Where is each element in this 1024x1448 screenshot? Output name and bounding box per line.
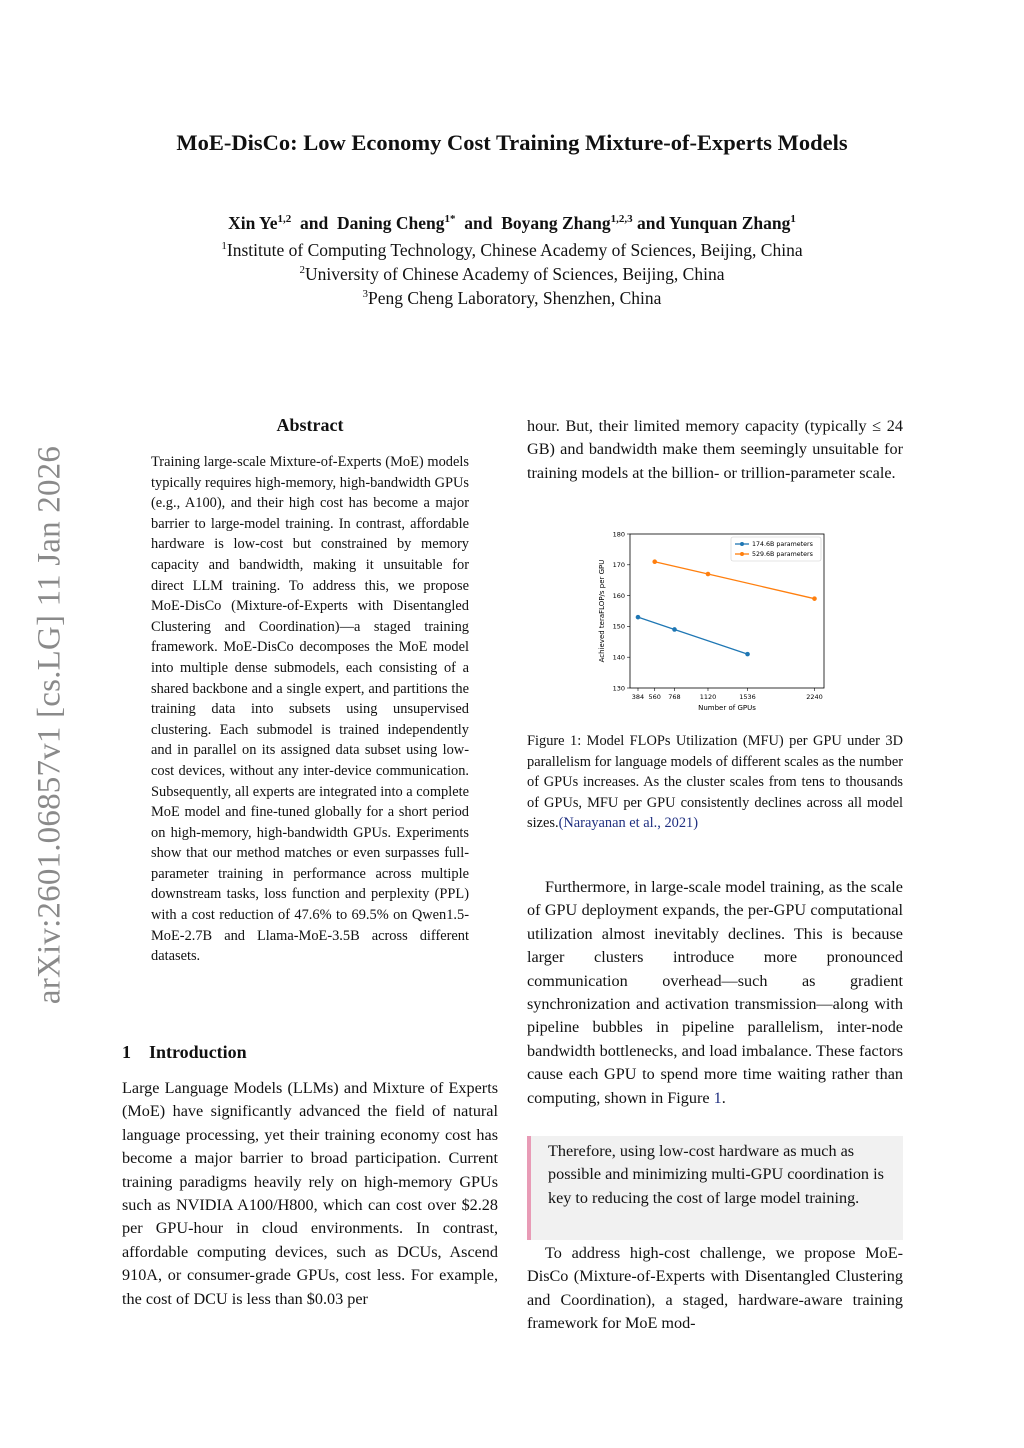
x-tick-label: 1120 — [699, 693, 717, 701]
figure-ref-link[interactable]: 1 — [713, 1088, 722, 1107]
series-line — [638, 617, 748, 654]
y-tick-label: 170 — [612, 561, 625, 570]
author-name: Boyang Zhang — [501, 213, 611, 233]
author-name: Daning Cheng — [337, 213, 445, 233]
author-name: Yunquan Zhang — [668, 213, 791, 233]
y-tick-label: 180 — [612, 530, 625, 539]
legend-marker — [740, 542, 744, 546]
abstract-heading: Abstract — [276, 415, 344, 435]
y-tick-label: 160 — [612, 591, 625, 600]
affiliation: $^3$Peng Cheng Laboratory, Shenzhen, China — [362, 288, 662, 308]
legend-label: 529.6B parameters — [752, 551, 813, 559]
x-axis-label: Number of GPUs — [698, 704, 756, 712]
data-point — [745, 652, 750, 657]
y-axis-label: Achieved teraFLOP/s per GPU — [598, 559, 606, 663]
data-point — [706, 572, 711, 577]
x-axis-ticks — [632, 688, 823, 701]
data-point — [652, 559, 657, 564]
x-tick-label: 384 — [631, 693, 645, 701]
y-tick-label: 140 — [612, 653, 625, 662]
x-tick-label: 1536 — [739, 693, 756, 701]
x-tick-label: 2240 — [806, 693, 823, 701]
legend-label: 174.6B parameters — [752, 541, 813, 549]
y-tick-label: 130 — [612, 684, 625, 693]
series-group — [636, 559, 817, 656]
y-axis-ticks — [613, 530, 630, 692]
abstract-text: Training large-scale Mixture-of-Experts (MoE) models typically requires high-memory, high-bandwidth GPUs (e.g., A100), and their high cost has become a major barrier to large-model training. In contrast, affordable hardware is low-cost but constrained by memory capacity and bandwidth, making it unsuitable for direct LLM training. To address this, we propose MoE-DisCo (Mixture-of-Experts with Disentangled Clustering and Coordination)—a staged training framework. MoE-DisCo decomposes the MoE model into multiple dense submodels, each consisting of a shared backbone and a single expert, and partitions the training data into subsets using unsupervised clustering. Each submodel is trained independently and in parallel on its assigned data subset using low-cost devices, without any inter-device communication. Subsequently, all experts are integrated into a complete MoE model and fine-tuned globally for a short period on high-memory, high-bandwidth GPUs. Experiments show that our method matches or even surpasses full-parameter training in performance across multiple downstream tasks, loss function and perplexity (PPL) with a cost reduction of 47.6% to 69.5% on Qwen1.5-MoE-2.7B and Llama-MoE-3.5B across different datasets. — [151, 454, 469, 965]
author-list: Xin Ye$^{1,2}$ and Daning Cheng$^{1*}$ and Boyang Zhang$^{1,2,3}$ and Yunquan Zhang$^1$ — [228, 213, 796, 233]
author-name: Xin Ye — [228, 213, 278, 233]
data-point — [636, 615, 641, 620]
callout-text: Therefore, using low-cost hardware as much as possible and minimizing multi-GPU coordination is key to reducing the cost of large model training. — [548, 1142, 884, 1207]
paper-title: MoE-DisCo: Low Economy Cost Training Mixture-of-Experts Models — [176, 130, 848, 155]
paragraph-continuation: hour. But, their limited memory capacity (typically ≤ 24 GB) and bandwidth make them seemingly unsuitable for training models at the billion- or trillion-parameter scale. — [527, 417, 903, 482]
arxiv-stamp: arXiv:2601.06857v1 [cs.LG] 11 Jan 2026 — [31, 445, 68, 1005]
y-tick-label: 150 — [612, 622, 625, 631]
citation-link[interactable]: (Narayanan et al., 2021) — [558, 815, 699, 832]
mfu-line-chart — [590, 524, 830, 714]
x-tick-label: 768 — [668, 693, 681, 701]
data-point — [812, 596, 817, 601]
figure-caption: Figure 1: Model FLOPs Utilization (MFU) per GPU under 3D parallelism for language models of different scales as the number of GPUs increases. As the cluster scales from tens to thousands of GPUs, MFU per GPU consistently declines across all model sizes.(Narayanan et al., 2021) — [527, 733, 903, 832]
paragraph: Furthermore, in large-scale model training, as the scale of GPU deployment expands, the per-GPU computational utilization almost inevitably declines. This is because larger clusters introduce more pronounced communication overhead—such as gradient synchronization and activation transmission—along with pipeline bubbles in pipeline parallelism, inter-node bandwidth bottlenecks, and load imbalance. These factors cause each GPU to spend more time waiting rather than computing, shown in Figure 1. — [527, 878, 903, 1107]
legend-marker — [740, 552, 744, 556]
paragraph: To address high-cost challenge, we propose MoE-DisCo (Mixture-of-Experts with Disentangled Clustering and Coordination), a staged, hardware-aware training framework for MoE mod- — [527, 1244, 903, 1333]
introduction-text: Large Language Models (LLMs) and Mixture of Experts (MoE) have significantly advanced the field of natural language processing, yet their training economy cost has become a major barrier to broad participation. Current training paradigms heavily rely on high-memory GPUs such as NVIDIA A100/H800, which can cost over $2.28 per GPU-hour in cloud environments. In contrast, affordable computing devices, such as DCUs, Ascend 910A, or consumer-grade GPUs, cost less. For example, the cost of DCU is less than $0.03 per — [122, 1079, 498, 1308]
data-point — [672, 627, 677, 632]
series-line — [655, 562, 815, 599]
affiliation: $^2$University of Chinese Academy of Sciences, Beijing, China — [299, 264, 725, 284]
section-heading: 1 Introduction — [122, 1042, 247, 1062]
affiliation: $^1$Institute of Computing Technology, Chinese Academy of Sciences, Beijing, China — [221, 240, 803, 260]
chart-legend — [731, 537, 821, 561]
x-tick-label: 560 — [648, 693, 661, 701]
